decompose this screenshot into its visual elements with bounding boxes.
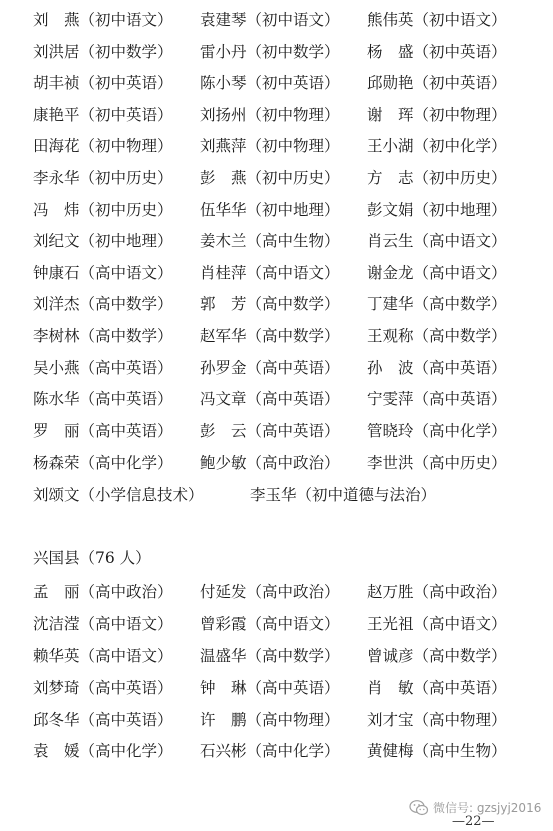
entry: 田海花（初中物理） [33, 137, 173, 155]
entry: 陈小琴（初中英语） [200, 74, 340, 92]
page-number: —22— [452, 814, 495, 829]
watermark-text: 微信号: gzsjyj2016 [433, 801, 542, 815]
entry: 肖 敏（高中英语） [367, 679, 507, 697]
entry: 宁雯萍（高中英语） [367, 390, 507, 408]
entry: 袁 媛（高中化学） [33, 742, 173, 760]
entry: 赖华英（高中语文） [33, 647, 173, 665]
list-row [0, 198, 553, 222]
list-row [0, 8, 553, 32]
entry: 钟 琳（高中英语） [200, 679, 340, 697]
entry: 鲍少敏（高中政治） [200, 454, 340, 472]
list-row [0, 324, 553, 348]
entry: 袁建琴（初中语文） [200, 11, 340, 29]
entry: 王观称（高中数学） [367, 327, 507, 345]
entry: 罗 丽（高中英语） [33, 422, 173, 440]
entry: 沈洁滢（高中语文） [33, 615, 173, 633]
entry: 刘颂文（小学信息技术） [33, 486, 204, 504]
entry: 雷小丹（初中数学） [200, 43, 340, 61]
entry: 杨森荣（高中化学） [33, 454, 173, 472]
entry: 彭 燕（初中历史） [200, 169, 340, 187]
entry: 冯 炜（初中历史） [33, 201, 173, 219]
entry: 肖云生（高中语文） [367, 232, 507, 250]
list-row [0, 419, 553, 443]
list-row [0, 644, 553, 668]
entry: 陈水华（高中英语） [33, 390, 173, 408]
entry: 李世洪（高中历史） [367, 454, 507, 472]
entry: 刘洋杰（高中数学） [33, 295, 173, 313]
entry: 熊伟英（初中语文） [367, 11, 507, 29]
entry: 谢 珲（初中物理） [367, 106, 507, 124]
entry: 许 鹏（高中物理） [200, 711, 340, 729]
list-row [0, 166, 553, 190]
entry: 吴小燕（高中英语） [33, 359, 173, 377]
entry: 伍华华（初中地理） [200, 201, 340, 219]
entry: 杨 盛（初中英语） [367, 43, 507, 61]
entry: 郭 芳（高中数学） [200, 295, 340, 313]
list-row [0, 103, 553, 127]
entry: 刘燕萍（初中物理） [200, 137, 340, 155]
list-row [0, 676, 553, 700]
entry: 刘梦琦（高中英语） [33, 679, 173, 697]
entry: 姜木兰（高中生物） [200, 232, 340, 250]
entry: 邱冬华（高中英语） [33, 711, 173, 729]
entry: 温盛华（高中数学） [200, 647, 340, 665]
entry: 李树林（高中数学） [33, 327, 173, 345]
entry: 赵军华（高中数学） [200, 327, 340, 345]
list-row [0, 483, 553, 507]
entry: 李玉华（初中道德与法治） [250, 486, 437, 504]
entry: 赵万胜（高中政治） [367, 583, 507, 601]
list-row [0, 134, 553, 158]
entry: 冯文章（高中英语） [200, 390, 340, 408]
entry: 石兴彬（高中化学） [200, 742, 340, 760]
entry: 管晓玲（高中化学） [367, 422, 507, 440]
wechat-icon [409, 799, 429, 817]
entry: 彭 云（高中英语） [200, 422, 340, 440]
list-row [0, 356, 553, 380]
entry: 丁建华（高中数学） [367, 295, 507, 313]
list-row [0, 229, 553, 253]
list-row [0, 451, 553, 475]
list-row [0, 40, 553, 64]
list-row [0, 71, 553, 95]
entry: 刘洪居（初中数学） [33, 43, 173, 61]
entry: 方 志（初中历史） [367, 169, 507, 187]
entry: 付延发（高中政治） [200, 583, 340, 601]
entry: 王光祖（高中语文） [367, 615, 507, 633]
list-row [0, 612, 553, 636]
entry: 王小湖（初中化学） [367, 137, 507, 155]
entry: 邱勋艳（初中英语） [367, 74, 507, 92]
list-row [0, 292, 553, 316]
entry: 谢金龙（高中语文） [367, 264, 507, 282]
list-row [0, 580, 553, 604]
list-row [0, 739, 553, 763]
entry: 刘才宝（高中物理） [367, 711, 507, 729]
entry: 李永华（初中历史） [33, 169, 173, 187]
entry: 刘纪文（初中地理） [33, 232, 173, 250]
entry: 刘扬州（初中物理） [200, 106, 340, 124]
entry: 曾彩霞（高中语文） [200, 615, 340, 633]
entry: 孙 波（高中英语） [367, 359, 507, 377]
entry: 康艳平（初中英语） [33, 106, 173, 124]
section-heading: 兴国县（76 人） [33, 549, 151, 567]
entry: 肖桂萍（高中语文） [200, 264, 340, 282]
entry: 曾诚彦（高中数学） [367, 647, 507, 665]
list-row [0, 261, 553, 285]
entry: 胡丰祯（初中英语） [33, 74, 173, 92]
entry: 钟康石（高中语文） [33, 264, 173, 282]
entry: 刘 燕（初中语文） [33, 11, 173, 29]
list-row [0, 708, 553, 732]
entry: 黄健梅（高中生物） [367, 742, 507, 760]
entry: 孟 丽（高中政治） [33, 583, 173, 601]
entry: 孙罗金（高中英语） [200, 359, 340, 377]
list-row [0, 387, 553, 411]
entry: 彭文娟（初中地理） [367, 201, 507, 219]
